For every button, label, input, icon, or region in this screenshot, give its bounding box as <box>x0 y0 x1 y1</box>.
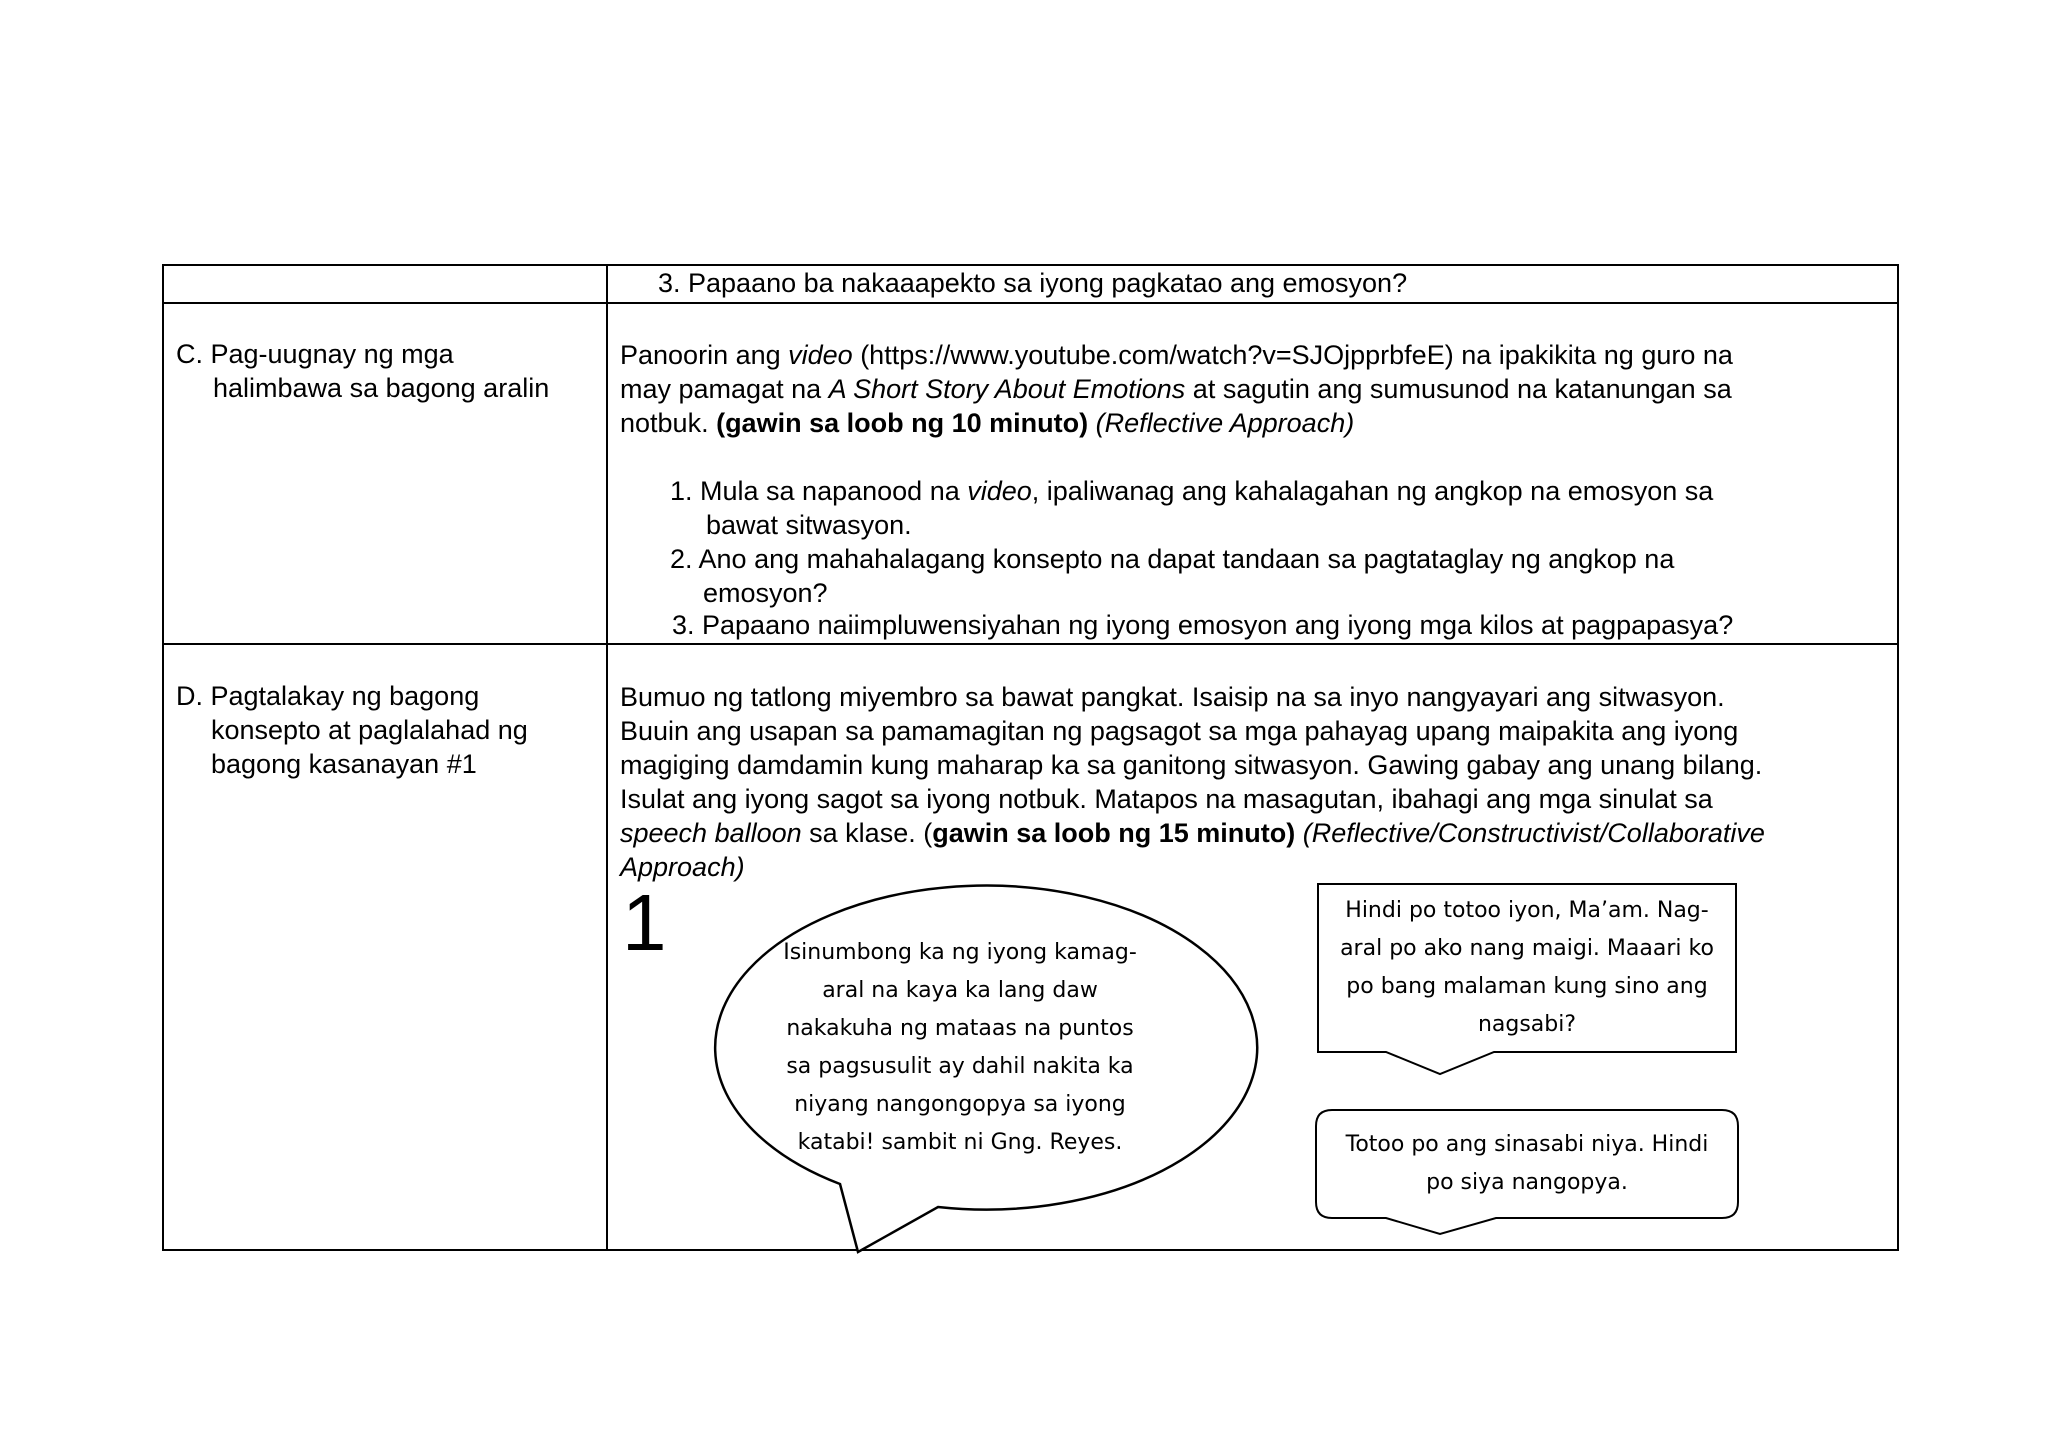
example-number: 1 <box>622 878 667 967</box>
oval-text-line: Isinumbong ka ng iyong kamag- <box>783 940 1137 965</box>
intro-text: notbuk. <box>620 408 717 438</box>
rounded-text-line: po siya nangopya. <box>1426 1170 1628 1195</box>
rect-text-line: nagsabi? <box>1477 1012 1577 1037</box>
intro-video-word: video <box>788 340 853 370</box>
rounded-text-line: Totoo po ang sinasabi niya. Hindi <box>1345 1132 1709 1157</box>
video-title: A Short Story About Emotions <box>828 374 1186 404</box>
oval-text-line: nakakuha ng mataas na puntos <box>786 1016 1134 1041</box>
row-c-label-line2: halimbawa sa bagong aralin <box>213 373 550 403</box>
row-d-para-line3: magiging damdamin kung maharap ka sa ganitong sitwasyon. Gawing gabay ang unang bilang. <box>620 750 1763 780</box>
oval-text-line: aral na kaya ka lang daw <box>822 978 1098 1003</box>
row-c-label-line1: C. Pag-uugnay ng mga <box>176 339 454 369</box>
oval-text-line: sa pagsusulit ay dahil nakita ka <box>786 1054 1134 1079</box>
oval-text-line: katabi! sambit ni Gng. Reyes. <box>797 1130 1123 1155</box>
intro-url-text: (https://www.youtube.com/watch?v=SJOjpprbfeE) na ipakikita ng guro na <box>852 340 1733 370</box>
question-text: 1. Mula sa napanood na <box>670 476 968 506</box>
speech-balloon-term: speech balloon <box>620 818 802 848</box>
para-text: sa klase. ( <box>801 818 933 848</box>
row-d-label-line1: D. Pagtalakay ng bagong <box>176 681 480 711</box>
row-d-label-line2: konsepto at paglalahad ng <box>211 715 528 745</box>
row-c-question-1-cont: bawat sitwasyon. <box>706 510 912 540</box>
row0-question-3: 3. Papaano ba nakaaapekto sa iyong pagkatao ang emosyon? <box>658 268 1408 298</box>
question-text: , ipaliwanag ang kahalagahan ng angkop na emosyon sa <box>1031 476 1714 506</box>
oval-balloon-text <box>760 934 1160 1156</box>
rect-text-line: po bang malaman kung sino ang <box>1346 974 1708 999</box>
row-d-para-line2: Buuin ang usapan sa pamamagitan ng pagsagot sa mga pahayag upang maipakita ang iyong <box>620 716 1739 746</box>
approach-label: (Reflective/Constructivist/Collaborative <box>1295 818 1765 848</box>
intro-text: Panoorin ang <box>620 340 789 370</box>
rect-text-line: Hindi po totoo iyon, Ma’am. Nag- <box>1345 898 1709 923</box>
intro-text: at sagutin ang sumusunod na katanungan sa <box>1185 374 1732 404</box>
rect-balloon-text <box>1320 892 1734 1044</box>
oval-text-line: niyang nangongopya sa iyong <box>794 1092 1126 1117</box>
row-d-para-line6: Approach) <box>620 852 745 882</box>
approach-label: (Reflective Approach) <box>1088 408 1355 438</box>
time-limit: gawin sa loob ng 15 minuto) <box>932 818 1296 848</box>
rect-text-line: aral po ako nang maigi. Maaari ko <box>1340 936 1714 961</box>
question-video-word: video <box>967 476 1032 506</box>
row-d-para-line4: Isulat ang iyong sagot sa iyong notbuk. Matapos na masagutan, ibahagi ang mga sinulat sa <box>620 784 1713 814</box>
row-d-label-line3: bagong kasanayan #1 <box>211 749 477 779</box>
row-d-para-line1: Bumuo ng tatlong miyembro sa bawat pangkat. Isaisip na sa inyo nangyayari ang sitwasyon. <box>620 682 1725 712</box>
rounded-balloon-text <box>1320 1126 1734 1202</box>
time-limit: (gawin sa loob ng 10 minuto) <box>716 408 1089 438</box>
intro-text: may pamagat na <box>620 374 829 404</box>
row-c-question-2: 2. Ano ang mahahalagang konsepto na dapat tandaan sa pagtataglay ng angkop na <box>670 544 1675 574</box>
row-c-question-2-cont: emosyon? <box>703 578 828 608</box>
row-c-question-3: 3. Papaano naiimpluwensiyahan ng iyong emosyon ang iyong mga kilos at pagpapasya? <box>672 610 1734 640</box>
